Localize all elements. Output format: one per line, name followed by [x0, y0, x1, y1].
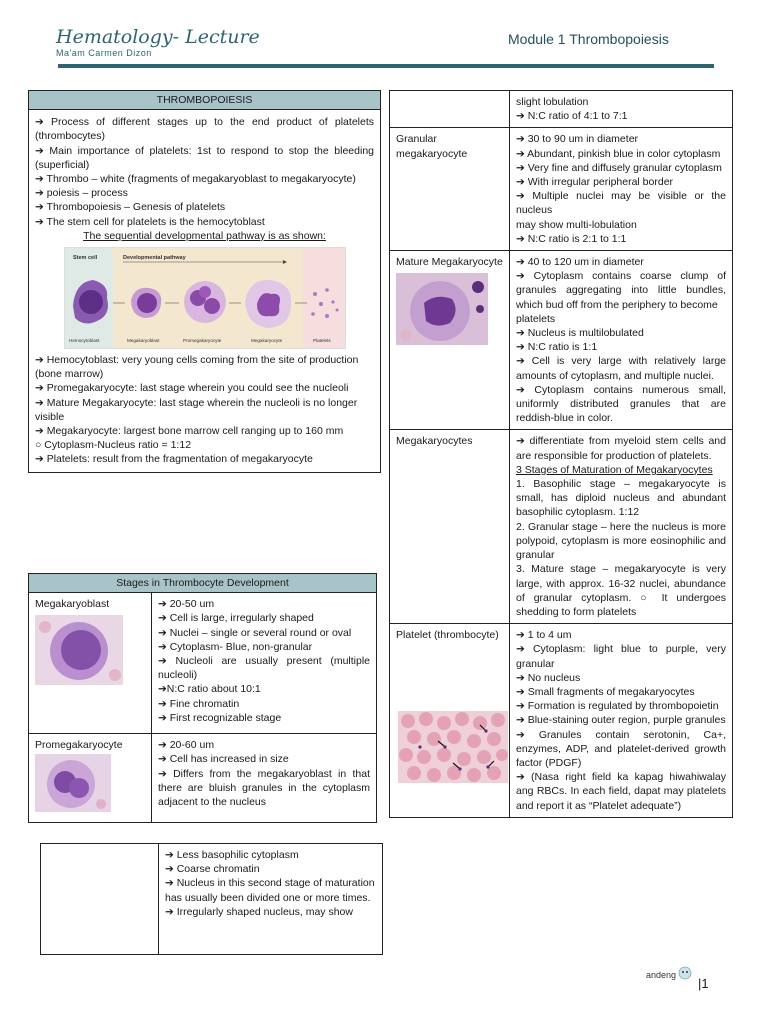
intro-line: ➔ Thrombo – white (fragments of megakaryoblast to megakaryocyte)	[35, 173, 356, 186]
platelet-smear-photo	[398, 711, 508, 783]
continued-table	[40, 843, 383, 955]
note-line: ➔ Platelets: result from the fragmentation of megakaryocyte	[35, 453, 313, 466]
row-line: ➔ differentiate from myeloid stem cells and are responsible for production of platelets.	[516, 435, 726, 462]
maturation-stage: 1. Basophilic stage – megakaryocyte is small, has diploid nucleus and abundant basophilic cytoplasm. 1:12	[516, 478, 726, 519]
row-name-cell	[390, 251, 510, 430]
intro-line: ➔ Thrombopoiesis – Genesis of platelets	[35, 201, 226, 214]
diagram-cell-label: Hemocytoblast	[68, 338, 99, 344]
stage-name: Megakaryoblast	[35, 598, 110, 611]
row-line: ➔ Nucleus is multilobulated	[516, 327, 644, 340]
row-line: slight lobulation	[516, 96, 589, 108]
course-title: Hematology- Lecture	[56, 26, 260, 48]
continued-line: has usually been divided one or more times.	[165, 891, 371, 904]
thrombopoiesis-heading: THROMBOPOIESIS	[29, 91, 381, 110]
diagram-cell-label: Megakaryocyte	[250, 338, 282, 344]
stage-line: ➔ 20-60 um	[158, 739, 215, 752]
stage-line: ➔N:C ratio about 10:1	[158, 683, 261, 696]
right-table	[389, 90, 733, 818]
continued-description	[159, 844, 383, 955]
module-title: Module 1 Thrombopoiesis	[508, 31, 669, 47]
maturation-subheading: 3 Stages of Maturation of Megakaryocytes	[516, 463, 713, 476]
row-line: ➔ 30 to 90 um in diameter	[516, 133, 639, 146]
intro-line: ➔ Process of different stages up to the end product of platelets (thrombocytes)	[35, 116, 374, 143]
row-line: may show multi-lobulation	[516, 218, 637, 231]
table-row	[29, 593, 377, 734]
row-name-cell	[390, 624, 510, 818]
intro-line: ➔ The stem cell for platelets is the hemocytoblast	[35, 215, 265, 228]
table-row	[390, 128, 733, 251]
thrombopoiesis-body	[29, 110, 381, 472]
diagram-cell-label: Promegakaryocyte	[182, 338, 221, 344]
continued-line: ➔ Irregularly shaped nucleus, may show	[165, 905, 353, 918]
row-line: ➔ (Nasa right field ka kapag hiwahiwalay ang RBCs. In each field, dapat may platelets and report it as “Platelet adequate”)	[516, 771, 726, 812]
note-line: visible	[35, 410, 65, 423]
row-line: ➔ No nucleus	[516, 671, 581, 684]
header-divider	[58, 64, 714, 68]
stage-line: ➔ Fine chromatin	[158, 697, 240, 710]
table-row	[390, 251, 733, 430]
row-name-cell: Megakaryocytes	[390, 430, 510, 624]
row-line: ➔ Blue-staining outer region, purple granules	[516, 714, 726, 727]
stage-description	[152, 593, 377, 734]
row-line: ➔ N:C ratio of 4:1 to 7:1	[516, 110, 628, 123]
row-description	[510, 430, 733, 624]
pathway-caption: The sequential developmental pathway is as shown:	[83, 229, 326, 242]
row-line: ➔ Small fragments of megakaryocytes	[516, 685, 695, 698]
stem-cell-label: Stem cell	[72, 255, 97, 262]
maturation-stage: 2. Granular stage – here the nucleus is more polypoid, cytoplasm is more eosinophilic and granular	[516, 520, 726, 562]
footer-author: andeng	[646, 970, 677, 980]
row-line: ➔ Abundant, pinkish blue in color cytoplasm	[516, 147, 721, 160]
pathway-diagram-svg	[65, 248, 345, 348]
stages-table	[28, 573, 377, 823]
stage-name-cell	[29, 734, 152, 823]
stages-heading: Stages in Thrombocyte Development	[29, 574, 377, 593]
diagram-cell-label: Platelets	[312, 338, 331, 344]
row-line: platelets	[516, 312, 556, 325]
row-description	[510, 624, 733, 818]
intro-line: ➔ poiesis – process	[35, 187, 128, 200]
pathway-diagram	[64, 247, 346, 349]
stage-line: ➔ Nuclei – single or several round or oval	[158, 626, 352, 639]
stage-name: Promegakaryocyte	[35, 739, 123, 752]
row-line: ➔ Cytoplasm: light blue to purple, very granular	[516, 643, 726, 670]
stage-line: ➔ Differs from the megakaryoblast in that there are bluish granules in the cytoplasm adjacent to the nucleus	[158, 767, 370, 809]
row-line: ➔ Formation is regulated by thrombopoietin	[516, 700, 719, 713]
table-row	[390, 624, 733, 818]
note-line: (bone marrow)	[35, 368, 104, 381]
row-line: ➔ 40 to 120 um in diameter	[516, 256, 644, 269]
stage-description	[152, 734, 377, 823]
row-name-cell: Granular megakaryocyte	[390, 128, 510, 251]
platelet-dot	[313, 292, 317, 296]
row-description	[510, 128, 733, 251]
row-line: ➔ Cytoplasm contains numerous small, uniformly distributed granules that are reddish-blue in color.	[516, 383, 726, 425]
stage-line: ➔ Nucleoli are usually present (multiple nucleoli)	[158, 655, 370, 682]
row-line: ➔ 1 to 4 um	[516, 629, 572, 642]
table-row	[390, 430, 733, 624]
megakaryoblast-photo	[35, 615, 123, 685]
maturation-stage: 3. Mature stage – megakaryocyte is very large, with approx. 16-32 nuclei, abundance of granular cytoplasm. ○ It undergoes shedding to form platelets	[516, 563, 726, 618]
empty-cell	[41, 844, 159, 955]
note-line: ➔ Promegakaryocyte: last stage wherein you could see the nucleoli	[35, 382, 349, 395]
stage-line: ➔ Cytoplasm- Blue, non-granular	[158, 640, 313, 653]
row-line: ➔ Granules contain serotonin, Ca+, enzymes, ADP, and platelet-derived growth factor (PDGF)	[516, 728, 726, 769]
continued-line: ➔ Less basophilic cytoplasm	[165, 849, 299, 861]
note-line: ➔ Mature Megakaryocyte: last stage wherein the nucleoli is no longer	[35, 396, 358, 409]
stage-line: ➔ First recognizable stage	[158, 711, 282, 724]
mature-megakaryocyte-photo	[396, 273, 488, 345]
stage-line: ➔ Cell is large, irregularly shaped	[158, 612, 314, 625]
row-line: ➔ Multiple nuclei may be visible or the nucleus	[516, 190, 726, 217]
row-line: ➔ Very fine and diffusely granular cytoplasm	[516, 161, 722, 174]
stage-name-cell	[29, 593, 152, 734]
note-line: ➔ Megakaryocyte: largest bone marrow cell ranging up to 160 mm	[35, 425, 344, 438]
note-line: ○ Cytoplasm-Nucleus ratio = 1:12	[35, 439, 192, 452]
mascot-icon	[676, 964, 694, 980]
thrombopoiesis-table	[28, 90, 381, 473]
row-line: ➔ Cytoplasm contains coarse clump of granules aggregating into little bundles, which bud off from the periphery to become	[516, 270, 726, 311]
stage-line: ➔ 20-50 um	[158, 598, 215, 611]
row-name: Mature Megakaryocyte	[396, 256, 503, 269]
row-line: ➔ Cell is very large with relatively large amounts of cytoplasm, and multiple nuclei.	[516, 355, 726, 382]
intro-line: ➔ Main importance of platelets: 1st to respond to stop the bleeding (superficial)	[35, 144, 374, 171]
page-number: |1	[698, 976, 709, 991]
note-line: ➔ Hemocytoblast: very young cells coming from the site of production	[35, 354, 359, 367]
row-line: ➔ With irregular peripheral border	[516, 176, 674, 189]
continued-line: ➔ Coarse chromatin	[165, 863, 260, 876]
row-name-cell	[390, 91, 510, 128]
table-row	[29, 734, 377, 823]
promegakaryocyte-photo	[35, 754, 111, 812]
table-row	[390, 91, 733, 128]
row-line: ➔ N:C ratio is 1:1	[516, 341, 598, 354]
instructor-name: Ma'am Carmen Dizon	[56, 48, 152, 58]
row-description	[510, 91, 733, 128]
diagram-cell-label: Megakaryoblast	[126, 338, 159, 344]
continued-line: ➔ Nucleus in this second stage of maturation	[165, 877, 375, 890]
row-description	[510, 251, 733, 430]
pathway-label: Developmental pathway	[122, 255, 186, 262]
stage-line: ➔ Cell has increased in size	[158, 753, 289, 766]
row-name: Platelet (thrombocyte)	[396, 629, 499, 642]
row-line: ➔ N:C ratio is 2:1 to 1:1	[516, 232, 627, 245]
